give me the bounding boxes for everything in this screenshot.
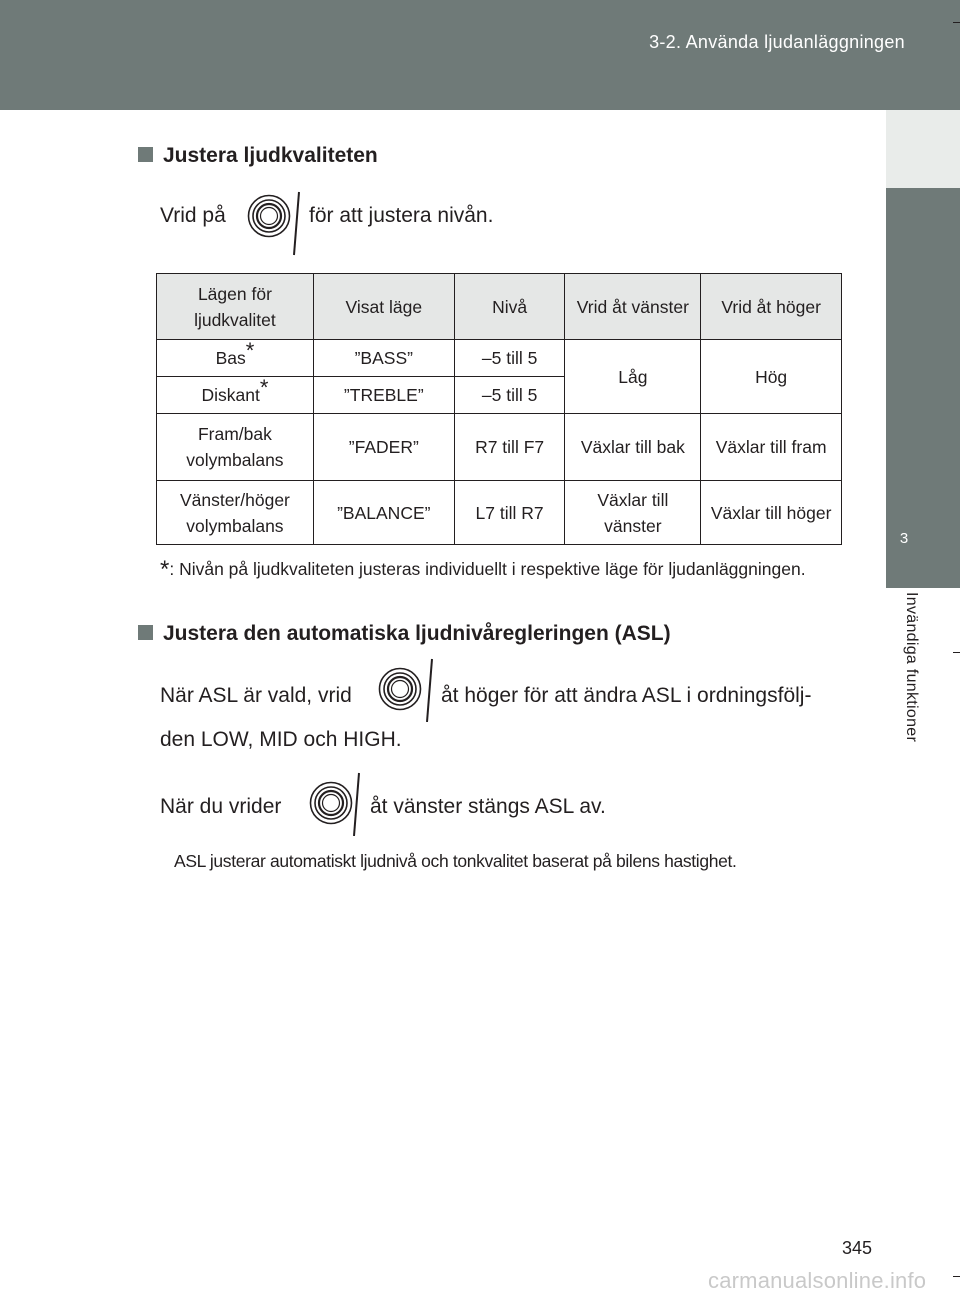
table-row [157, 414, 842, 481]
footnote-asterisk: * [160, 556, 170, 583]
side-tab-chapter-number: 3 [899, 530, 909, 547]
square-bullet-icon [138, 625, 153, 640]
table-header-cell: Vrid åt vänster [565, 274, 701, 340]
instruction-text-before: Vrid på [160, 204, 226, 227]
table-cell-mode: Diskant* [157, 377, 314, 414]
square-bullet-icon [138, 147, 153, 162]
table-cell-turn-right: Hög [701, 340, 842, 414]
table-cell-display: ”BASS” [313, 340, 454, 377]
asterisk-marker: * [259, 375, 269, 400]
table-header-cell: Visat läge [313, 274, 454, 340]
table-row [157, 340, 842, 377]
asl-off-instruction-before: När du vrider [160, 795, 282, 818]
table-header-cell: Lägen för ljudkvalitet [157, 274, 314, 340]
table-header-cell: Vrid åt höger [701, 274, 842, 340]
table-cell-mode: Vänster/höger volymbalans [157, 481, 314, 545]
crop-mark [953, 1276, 960, 1277]
section-heading-text: Justera ljudkvaliteten [163, 144, 378, 167]
side-tab-chapter-title: Invändiga funktioner [903, 592, 920, 743]
table-cell-display: ”FADER” [313, 414, 454, 481]
watermark: carmanualsonline.info [708, 1268, 927, 1293]
table-row [157, 481, 842, 545]
table-cell-display: ”BALANCE” [313, 481, 454, 545]
table-cell-level: L7 till R7 [454, 481, 565, 545]
crop-mark [953, 22, 960, 23]
table-cell-level: –5 till 5 [454, 377, 565, 414]
table-cell-mode: Bas* [157, 340, 314, 377]
table-cell-level: –5 till 5 [454, 340, 565, 377]
crop-mark [953, 652, 960, 653]
section-heading-asl [138, 622, 671, 646]
footnote-text: : Nivån på ljudkvaliteten justeras individuellt i respektive läge för ljudanläggningen. [169, 559, 806, 579]
page-number: 345 [842, 1238, 873, 1258]
table-cell-display: ”TREBLE” [313, 377, 454, 414]
table-cell-turn-left: Växlar till vänster [565, 481, 701, 545]
table-footnote [160, 555, 840, 584]
asterisk-marker: * [245, 338, 255, 363]
asl-off-instruction-after: åt vänster stängs ASL av. [370, 795, 606, 818]
side-tab-background [886, 110, 960, 188]
instruction-text-after: för att justera nivån. [309, 204, 494, 227]
side-tab [886, 188, 960, 588]
table-cell-mode: Fram/bak volymbalans [157, 414, 314, 481]
tuning-knob-icon [303, 770, 363, 836]
sound-quality-table [156, 273, 842, 545]
table-header-cell: Nivå [454, 274, 565, 340]
table-cell-level: R7 till F7 [454, 414, 565, 481]
table-cell-turn-left: Växlar till bak [565, 414, 701, 481]
table-cell-turn-left: Låg [565, 340, 701, 414]
page-header-bar [0, 0, 960, 110]
table-cell-turn-right: Växlar till fram [701, 414, 842, 481]
table-cell-turn-right: Växlar till höger [701, 481, 842, 545]
asl-instruction-after: åt höger för att ändra ASL i ordningsfölj- [441, 684, 812, 707]
section-heading-text: Justera den automatiska ljudnivåregleringen (ASL) [163, 622, 671, 645]
asl-instruction-before: När ASL är vald, vrid [160, 684, 352, 707]
tuning-knob-icon [243, 191, 303, 257]
section-heading-sound-quality [138, 144, 378, 168]
tuning-knob-icon [378, 656, 438, 722]
asl-instruction-continued: den LOW, MID och HIGH. [160, 728, 402, 751]
chapter-section-title: 3-2. Använda ljudanläggningen [649, 32, 905, 52]
asl-note: ASL justerar automatiskt ljudnivå och tonkvalitet baserat på bilens hastighet. [174, 851, 737, 871]
table-header-row [157, 274, 842, 340]
